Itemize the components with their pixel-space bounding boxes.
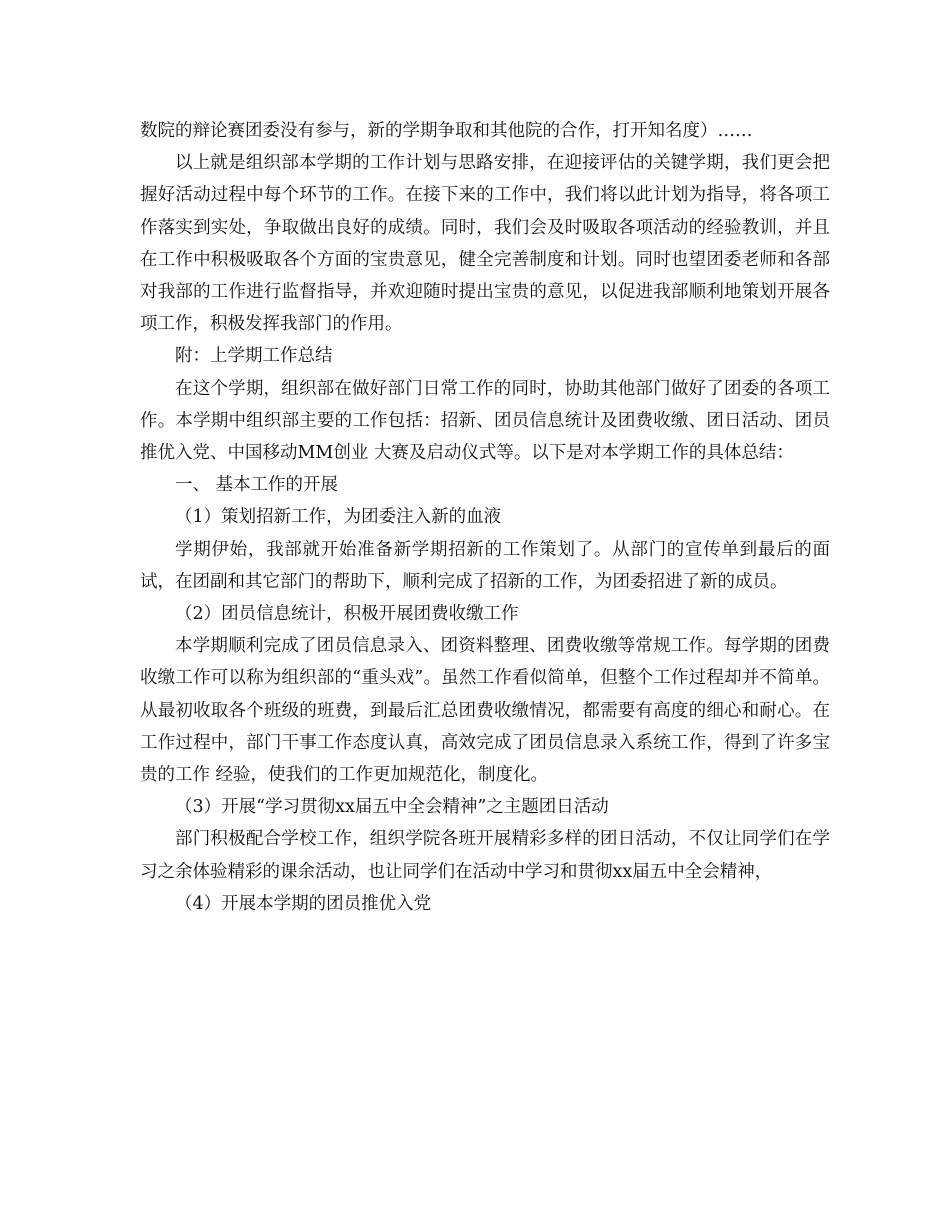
paragraph-summary-intro: 在这个学期，组织部在做好部门日常工作的同时，协助其他部门做好了团委的各项工作。本学期中组织部主要的工作包括：招新、团员信息统计及团费收缴、团日活动、团员推优入党、中国移动MM创业 大赛及启动仪式等。以下是对本学期工作的具体总结： [140, 378, 830, 464]
paragraph-recruitment: 学期伊始，我部就开始准备新学期招新的工作策划了。从部门的宣传单到最后的面试，在团副和其它部门的帮助下，顺利完成了招新的工作，为团委招进了新的成员。 [140, 539, 830, 592]
subheading-member-statistics: （2）团员信息统计，积极开展团费收缴工作 [175, 604, 519, 625]
paragraph-conclusion: 以上就是组织部本学期的工作计划与思路安排，在迎接评估的关键学期，我们更会把握好活动过程中每个环节的工作。在接下来的工作中，我们将以此计划为指导，将各项工作落实到实处，争取做出良好的成绩。同时，我们会及时吸取各项活动的经验教训，并且在工作中积极吸取各个方面的宝贵意见，健全完善制度和计划。同时也望团委老师和各部对我部的工作进行监督指导，并欢迎随时提出宝贵的意见，以促进我部顺利地策划开展各项工作，积极发挥我部门的作用。 [140, 153, 830, 335]
paragraph-continuation: 数院的辩论赛团委没有参与，新的学期争取和其他院的合作，打开知名度）…… [140, 121, 753, 141]
subheading-party-recommendation: （4）开展本学期的团员推优入党 [175, 893, 432, 914]
section-heading-basic-work: 一、 基本工作的开展 [175, 475, 339, 496]
subheading-recruitment: （1）策划招新工作，为团委注入新的血液 [175, 507, 502, 528]
document-body [140, 115, 830, 920]
subheading-theme-activity: （3）开展“学习贯彻xx届五中全会精神”之主题团日活动 [175, 797, 609, 818]
appendix-heading: 附：上学期工作总结 [175, 346, 333, 367]
paragraph-member-statistics: 本学期顺利完成了团员信息录入、团资料整理、团费收缴等常规工作。每学期的团费收缴工作可以称为组织部的“重头戏”。虽然工作看似简单，但整个工作过程却并不简单。从最初收取各个班级的班费，到最后汇总团费收缴情况，都需要有高度的细心和耐心。在工作过程中，部门干事工作态度认真，高效完成了团员信息录入系统工作，得到了许多宝贵的工作 经验，使我们的工作更加规范化，制度化。 [140, 636, 830, 786]
paragraph-theme-activity: 部门积极配合学校工作，组织学院各班开展精彩多样的团日活动，不仅让同学们在学习之余体验精彩的课余活动，也让同学们在活动中学习和贯彻xx届五中全会精神， [140, 829, 830, 882]
